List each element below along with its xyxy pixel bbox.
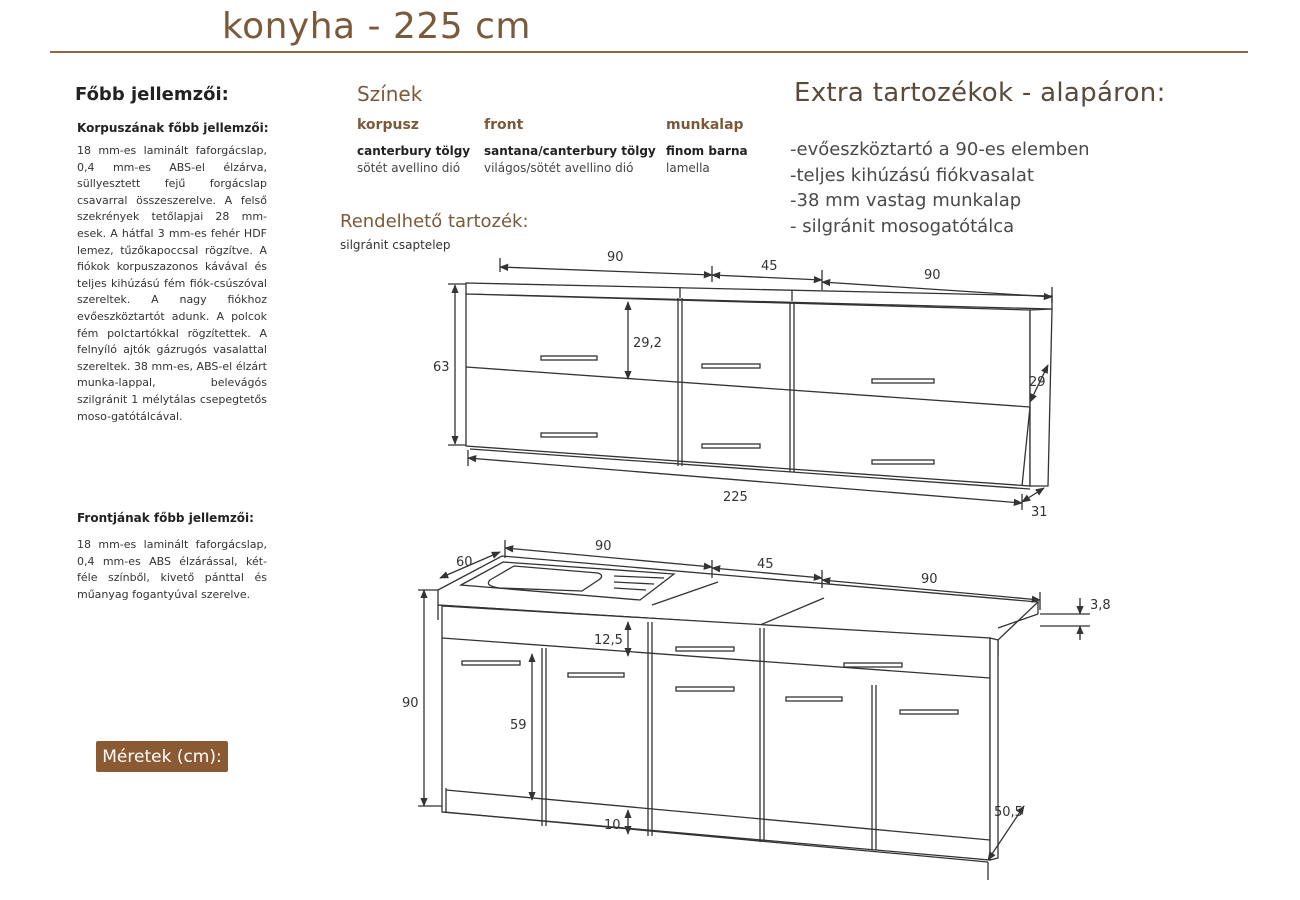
lower-dim-w3: 90 <box>921 572 938 587</box>
color-front-value: santana/canterbury tölgy <box>484 144 656 158</box>
lower-dim-height: 90 <box>402 696 419 711</box>
lower-dim-plinth: 10 <box>604 818 621 833</box>
color-col-korpusz-header: korpusz <box>357 117 419 133</box>
color-front-sub: világos/sötét avellino dió <box>484 161 634 175</box>
upper-dim-w2: 45 <box>761 259 778 274</box>
upper-dim-w3: 90 <box>924 268 941 283</box>
lower-dim-w2: 45 <box>757 557 774 572</box>
color-korpusz-sub: sötét avellino dió <box>357 161 461 175</box>
korpusz-heading: Korpuszának főbb jellemzői: <box>77 121 269 135</box>
features-heading: Főbb jellemzői: <box>75 84 229 105</box>
orderable-heading: Rendelhető tartozék: <box>340 211 529 232</box>
color-korpusz-value: canterbury tölgy <box>357 144 471 158</box>
upper-dim-door-height: 29,2 <box>633 336 662 351</box>
color-munkalap-sub: lamella <box>666 161 710 175</box>
korpusz-text: 18 mm-es laminált faforgácslap, 0,4 mm-es ABS-el élzárva, süllyesztett fejű forgácslap csavarral összeszerelve. A felső szekrények tetőlapjai 28 mm-esek. A hátfal 3 mm-es fehér HDF lemez, tűzőkapoccsal rögzítve. A fiókok korpuszazonos kávával és teljes kihúzású fém fiók-csúszóval szereltek. A nagy fiókhoz evőeszköztartót adunk. A polcok fém polctartókkal rögzítettek. A felnyíló ajtók gázrugós vasalattal szereltek. 38 mm-es, ABS-el élzárt munka-lappal, belevágós szilgránit 1 mélytálas csepegtetős moso-gatótálcával. <box>77 144 267 423</box>
lower-dim-body-depth: 50,5 <box>994 805 1023 820</box>
lower-dim-worktop: 3,8 <box>1090 598 1111 613</box>
upper-dim-w1: 90 <box>607 250 624 265</box>
color-col-front-header: front <box>484 117 524 133</box>
front-text: 18 mm-es laminált faforgácslap, 0,4 mm-es ABS élzárással, két-féle színből, kivető pánttal és műanyag fogantyúval szerelve. <box>77 538 267 601</box>
orderable-item: silgránit csaptelep <box>340 238 451 252</box>
extras-item: -evőeszköztartó a 90-es elemben <box>790 139 1090 160</box>
upper-dim-total-width: 225 <box>723 490 748 505</box>
lower-dim-drawer: 12,5 <box>594 633 623 648</box>
lower-cabinets-drawing <box>418 540 1090 880</box>
front-heading: Frontjának főbb jellemzői: <box>77 511 254 525</box>
extras-item: -teljes kihúzású fiókvasalat <box>790 164 1034 186</box>
upper-dim-depth: 29 <box>1029 375 1046 390</box>
extras-item: - silgránit mosogatótálca <box>790 215 1015 237</box>
lower-dim-w1: 90 <box>595 539 612 554</box>
color-munkalap-value: finom barna <box>666 144 748 158</box>
extras-heading: Extra tartozékok - alapáron: <box>794 78 1166 108</box>
colors-heading: Színek <box>357 82 423 106</box>
page-title: konyha - 225 cm <box>222 6 531 47</box>
color-col-munkalap-header: munkalap <box>666 117 744 133</box>
lower-dim-depth: 60 <box>456 555 473 570</box>
upper-dim-height: 63 <box>433 360 450 375</box>
lower-dim-door: 59 <box>510 718 527 733</box>
upper-dim-total-depth: 31 <box>1031 505 1048 520</box>
dimensions-badge: Méretek (cm): <box>96 741 228 772</box>
upper-cabinets-drawing <box>448 258 1052 510</box>
extras-item: -38 mm vastag munkalap <box>790 190 1022 211</box>
